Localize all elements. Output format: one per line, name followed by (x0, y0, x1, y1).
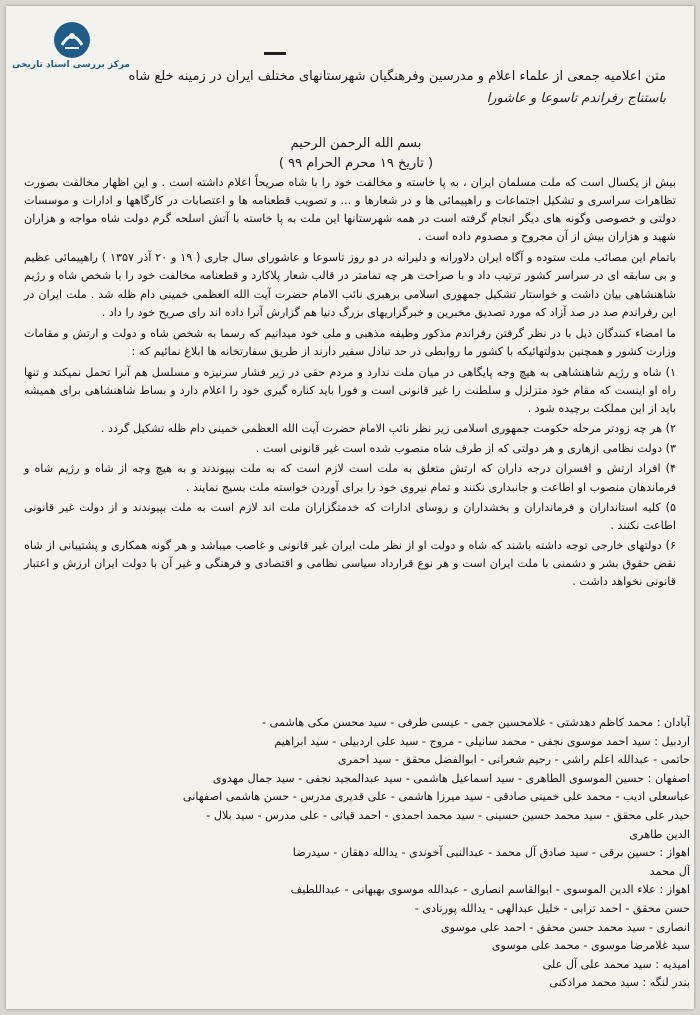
paragraph-3: ما امضاء کنندگان ذیل با در نظر گرفتن رفراندم مذکور وظیفه مذهبی و ملی خود میدانیم که رسما به شخص شاه و دولت و ارتش و مقامات وزارت کشور و همچنین بدولتهائیکه با کشور ما روابطی در حد تبادل سفیر دارند از طریق سفارتخانه ها ابلاغ نمائیم که : (24, 326, 676, 358)
demand-item-5: ۵) کلیه استانداران و فرمانداران و بخشداران و روسای ادارات که خدمتگزاران ملت اند لازم است به ملت بپیوندند و از دولت غیر قانونی اطاعت نکنند . (24, 500, 676, 532)
demand-item-2: ۲) هر چه زودتر مرحله حکومت جمهوری اسلامی زیر نظر نائب الامام حضرت آیت الله العظمی خمینی دام ظله تشکیل گردد . (100, 422, 676, 436)
signature-line: حسن محقق - احمد ترابی - خلیل عبدالهی - یدالله پورنادی - (414, 901, 690, 915)
signature-line: اهواز : حسین برقی - سید صادق آل محمد - عبدالنبی آخوندی - یدالله دهقان - سیدرضا (292, 846, 690, 860)
demand-item-4: ۴) افراد ارتش و افسران درجه داران که ارتش متعلق به ملت است لازم است که به ملت بپیوندند و به هیچ وجه از شاه و رژیم شاه و فرماندهان منصوب او اطاعت و جانبداری نکنند و تمام نیروی خود را برای آوردن خواسته ملت بسیج نمایند . (24, 462, 676, 494)
signature-line: اردبیل : سید احمد موسوی نجفی - محمد سانیلی - مروج - سید علی اردبیلی - سید ابراهیم (274, 734, 690, 748)
signature-line: اهواز : علاء الدین الموسوی - ابوالقاسم انصاری - عبدالله موسوی بهبهانی - عبداللطیف (290, 883, 690, 897)
signature-line: آل محمد (649, 864, 690, 878)
signature-line: عباسعلی ادیب - محمد علی خمینی صادقی - سید میرزا هاشمی - علی قدیری مدرس - حسن هاشمی اصفهانی (182, 790, 690, 804)
signature-line: امیدیه : سید محمد علی آل علی (542, 957, 690, 971)
demand-item-1: ۱) شاه و رژیم شاهنشاهی به هیچ وجه پایگاهی در میان ملت ندارد و مردم حقی در زیر فشار سرنیزه و مسلسل هم آنرا تحمل نمیکند و تنها راه او اینست که مقام خود متزلزل و سلطنت را غیر قانونی است و فورا باید کناره گیری خود را اعلام دارد و بساط شاهنشاهی برای همیشه باید از این مملکت برچیده شود . (24, 365, 676, 416)
paragraph-2: باتمام این مصائب ملت ستوده و آگاه ایران دلاورانه و دلیرانه در دو روز تاسوعا و عاشورای سال جاری ( ۱۹ و ۲۰ آذر ۱۳۵۷ ) راهپیمائی عظیم و بی سابقه ای در سراسر کشور ترتیب داد و با صراحت هر چه تمامتر در قالب شعار پلاکارد و قطعنامه مخالفت خود را با شخص شاه و رژیم شاهنشاهی بیان داشت و خواستار تشکیل جمهوری اسلامی برهبری نائب الامام حضرت آیت الله العظمی خمینی دام ظله شد . ملت ایران در این رفراندم صد در صد آزاد که مورد تصدیق مخبرین و خبرگزاریهای بزرگ دنیا هم گزارش آنرا داده اند رای صریح خود را داد . (24, 251, 677, 319)
title-line-1: متن اعلامیه جمعی از علماء اعلام و مدرسین وفرهنگیان شهرستانهای مختلف ایران در زمینه خلع شاه (128, 69, 666, 84)
signature-line: حیدر علی محقق - سید محمد حسین حسینی - سید محمد احمدی - احمد قیاثی - علی مدرس - سید بلال - (206, 808, 690, 822)
signature-line: اصفهان : حسین الموسوی الطاهری - سید اسماعیل هاشمی - سید عبدالمجید نجفی - سید جمال مهدوی (212, 771, 690, 785)
document-page (6, 6, 694, 1009)
demand-item-6: ۶) دولتهای خارجی توجه داشته باشند که شاه و دولت او از نظر ملت ایران غیر قانونی و غاصب میباشد و هر گونه همکاری و پشتیبانی از شاه نقض حقوق بشر و دشمنی با ملت ایران است و هر نوع قرارداد سیاسی نظامی و اقتصادی و فرهنگی و غیر آن با دولت ایران ارزش و اعتبار قانونی نخواهد داشت . (24, 538, 676, 588)
date-line: ( تاریخ ۱۹ محرم الحرام ۹۹ ) (278, 156, 434, 171)
date-and-basmala (106, 134, 606, 174)
document-title (46, 66, 666, 110)
signatories-list (22, 714, 690, 993)
archive-emblem-icon (52, 20, 92, 60)
signature-line: بندر لنگه : سید محمد مرادکنی (549, 976, 690, 990)
top-dash-mark (264, 52, 286, 55)
signature-line: آبادان : محمد کاظم دهدشتی - غلامحسین جمی - عیسی طرفی - سید محسن مکی هاشمی - (262, 716, 690, 729)
archive-logo (11, 20, 130, 72)
signature-line: حاتمی - عبدالله اعلم راشی - رحیم شعرانی - ابوالفضل محقق - سید احمری (337, 753, 690, 767)
demand-item-3: ۳) دولت نظامی ازهاری و هر دولتی که از طرف شاه منصوب شده است غیر قانونی است . (255, 442, 676, 456)
basmala: بسم الله الرحمن الرحیم (290, 136, 422, 151)
declaration-body (24, 174, 676, 593)
archive-logo-text: مرکز بررسی اسناد تاریخی (11, 60, 130, 70)
paragraph-1: بیش از یکسال است که ملت مسلمان ایران ، به پا خاسته و مخالفت خود را با شاه صریحاً اعلام داشته است . و این اظهار مخالفت بصورت تظاهرات سراسری و تشکیل اجتماعات و راهپیمائی ها و در شعارها و ... و تصویب قطعنامه ها و اعتصابات در کارگاهها و ادارات و موسسات دولتی و خصوصی وگونه های دیگر انجام گرفته است در همه شهرستانها این ملت به پا خاسته با آتش اسلحه گرم دولت شاه مواجه و هزاران شهید و هزاران بیش از آن مجروح و مصدوم داده است . (24, 176, 676, 244)
signature-line: سید غلامرضا موسوی - محمد علی موسوی (491, 939, 690, 953)
title-line-2: باستناج رفراندم تاسوعا و عاشورا (486, 91, 666, 106)
signature-line: انصاری - سید محمد حسن محقق - احمد علی موسوی (440, 920, 690, 934)
signature-line: الدین طاهری (629, 827, 690, 841)
